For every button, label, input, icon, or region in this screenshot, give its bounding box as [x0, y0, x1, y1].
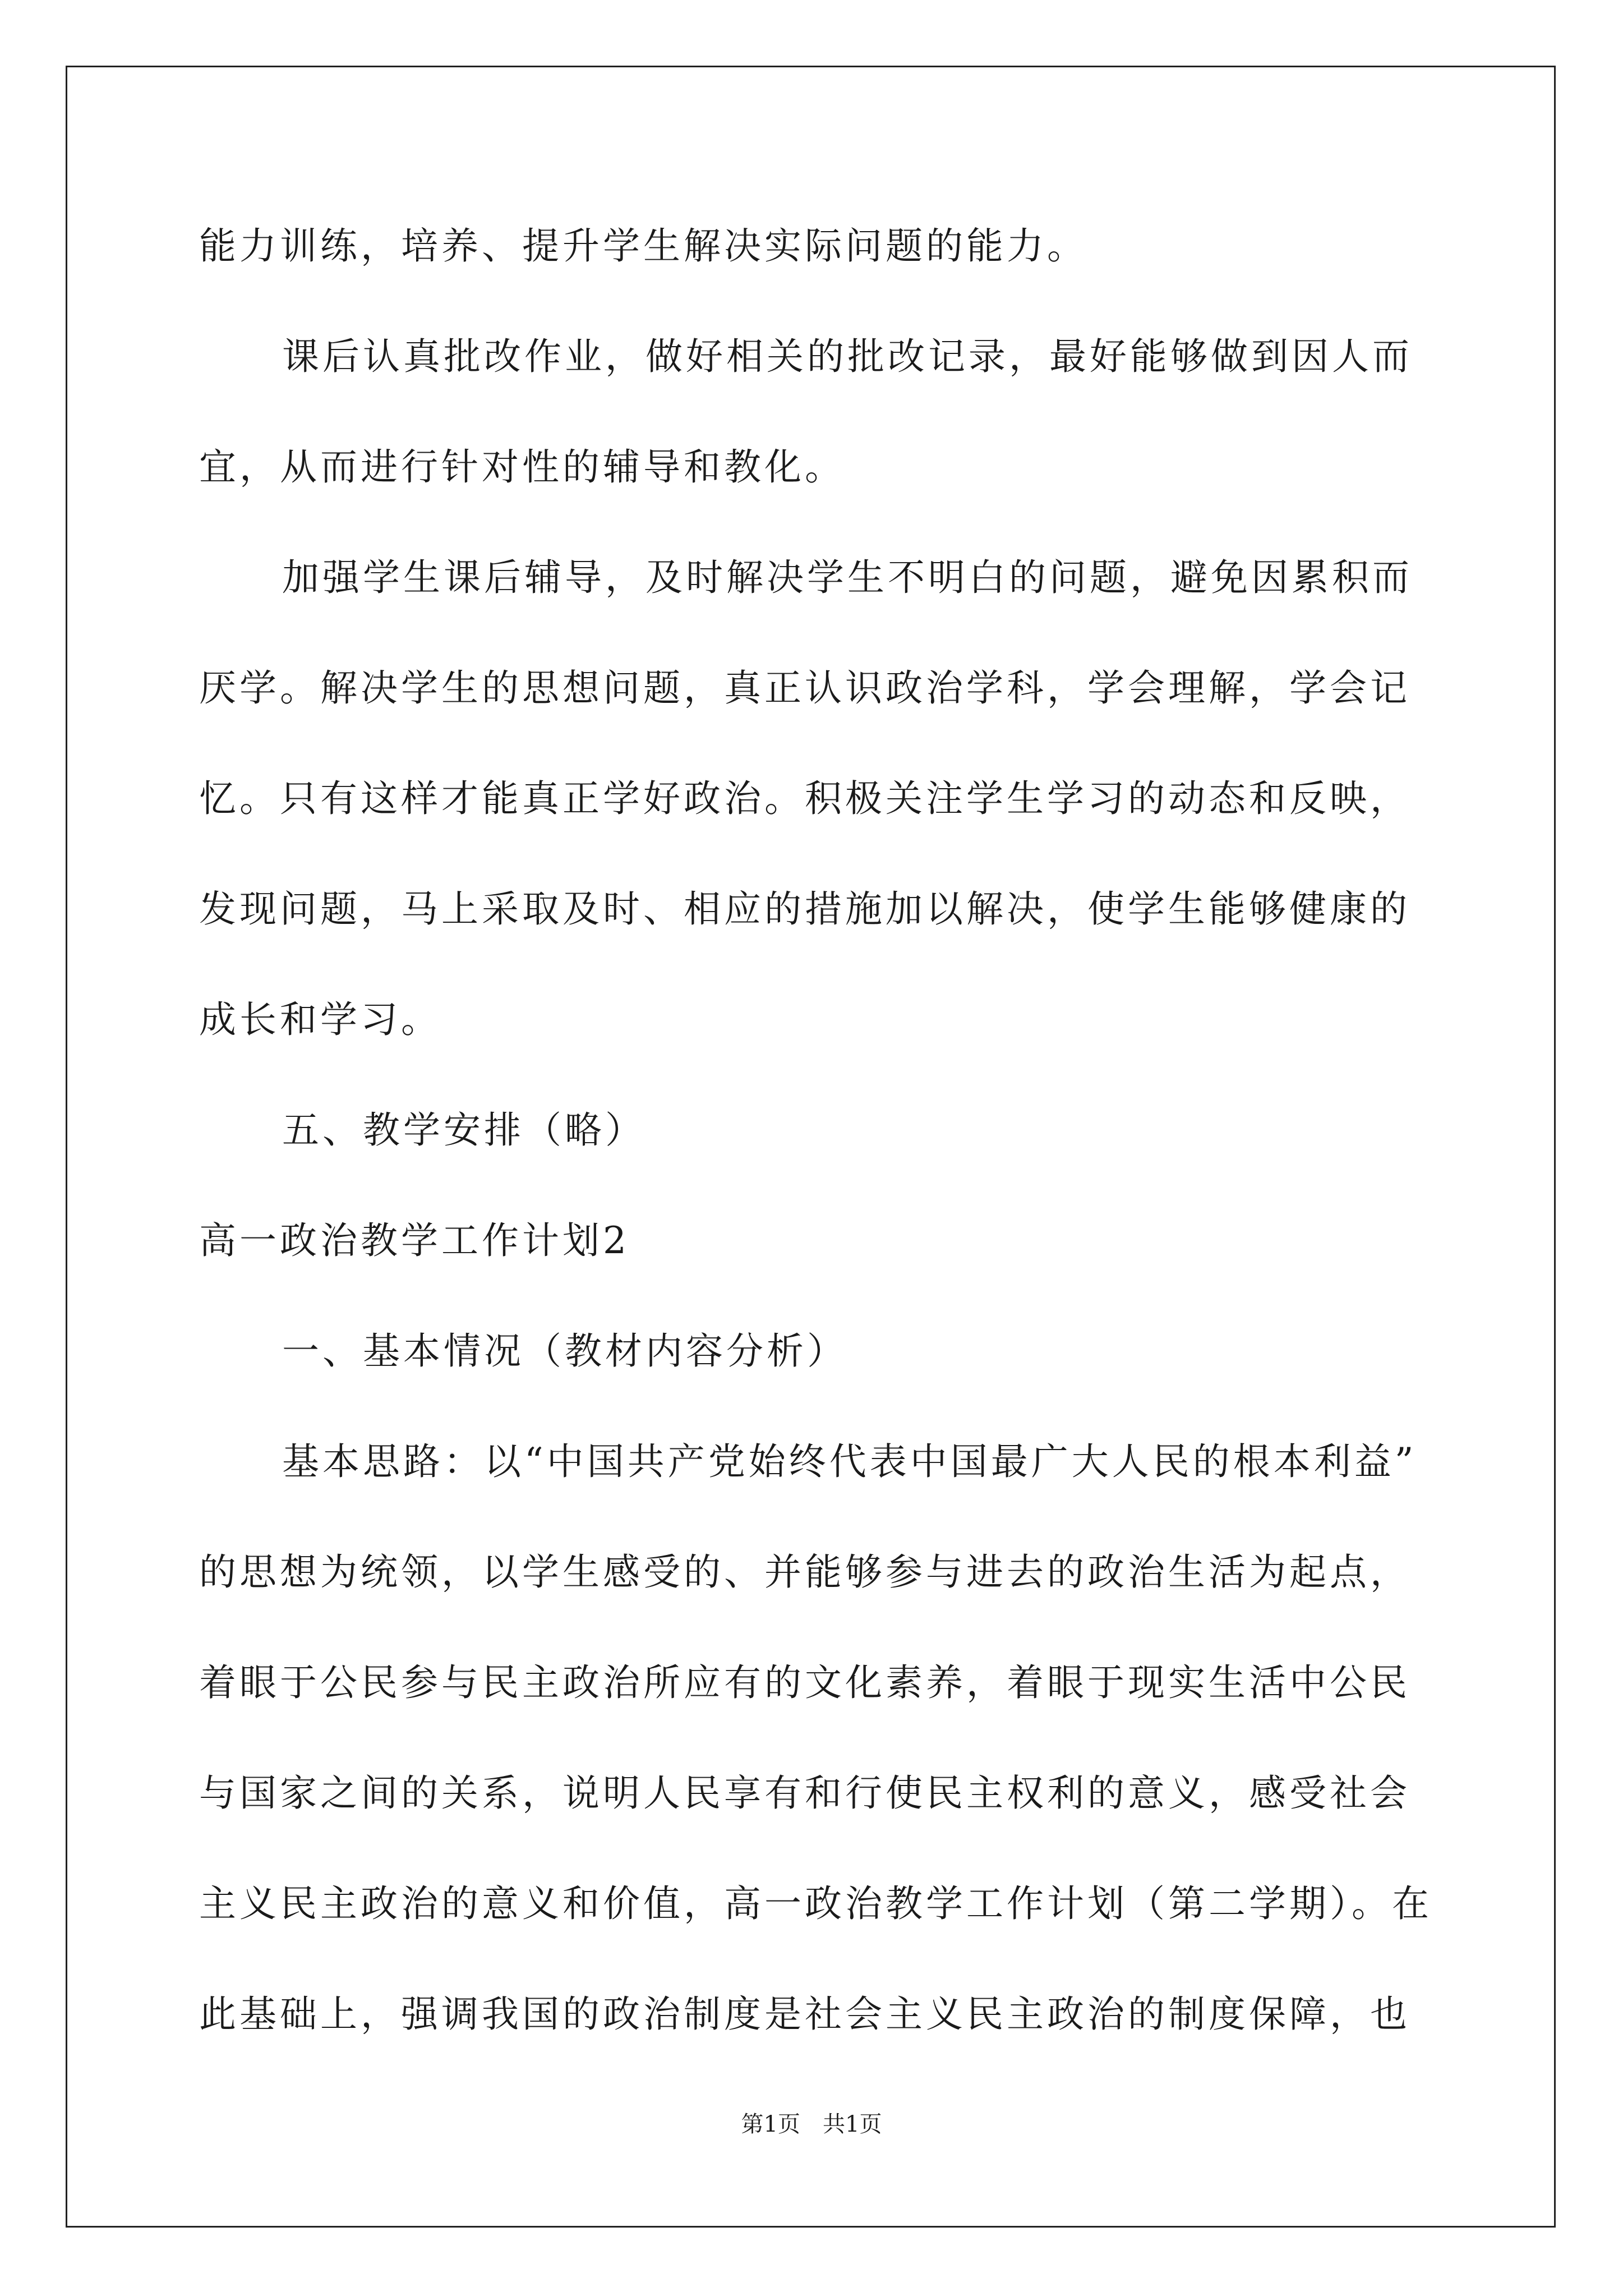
text-line: 此基础上，强调我国的政治制度是社会主义民主政治的制度保障，也 — [199, 1993, 1410, 2036]
text-line: 发现问题，马上采取及时、相应的措施加以解决，使学生能够健康的 — [199, 887, 1410, 931]
text-line: 加强学生课后辅导，及时解决学生不明白的问题，避免因累积而 — [282, 556, 1413, 599]
text-line: 厌学。解决学生的思想问题，真正认识政治学科，学会理解，学会记 — [199, 666, 1410, 710]
section-heading: 一、基本情况（教材内容分析） — [282, 1329, 847, 1373]
text-line: 忆。只有这样才能真正学好政治。积极关注学生学习的动态和反映， — [199, 777, 1410, 820]
section-heading: 五、教学安排（略） — [282, 1108, 645, 1152]
text-line: 课后认真批改作业，做好相关的批改记录，最好能够做到因人而 — [282, 335, 1413, 378]
text-line: 成长和学习。 — [199, 998, 441, 1041]
text-line: 基本思路：以“中国共产党始终代表中国最广大人民的根本利益” — [282, 1440, 1417, 1483]
text-line: 与国家之间的关系，说明人民享有和行使民主权利的意义，感受社会 — [199, 1772, 1410, 1815]
page-number: 第1页 共1页 — [741, 2111, 882, 2137]
document-title: 高一政治教学工作计划2 — [199, 1219, 630, 1262]
text-line: 的思想为统领，以学生感受的、并能够参与进去的政治生活为起点， — [199, 1550, 1410, 1594]
text-line: 能力训练，培养、提升学生解决实际问题的能力。 — [199, 224, 1087, 268]
text-line: 主义民主政治的意义和价值，高一政治教学工作计划（第二学期）。在 — [199, 1882, 1432, 1925]
text-line: 着眼于公民参与民主政治所应有的文化素养，着眼于现实生活中公民 — [199, 1661, 1410, 1704]
text-line: 宜，从而进行针对性的辅导和教化。 — [199, 445, 845, 489]
document-body — [199, 191, 1430, 2069]
